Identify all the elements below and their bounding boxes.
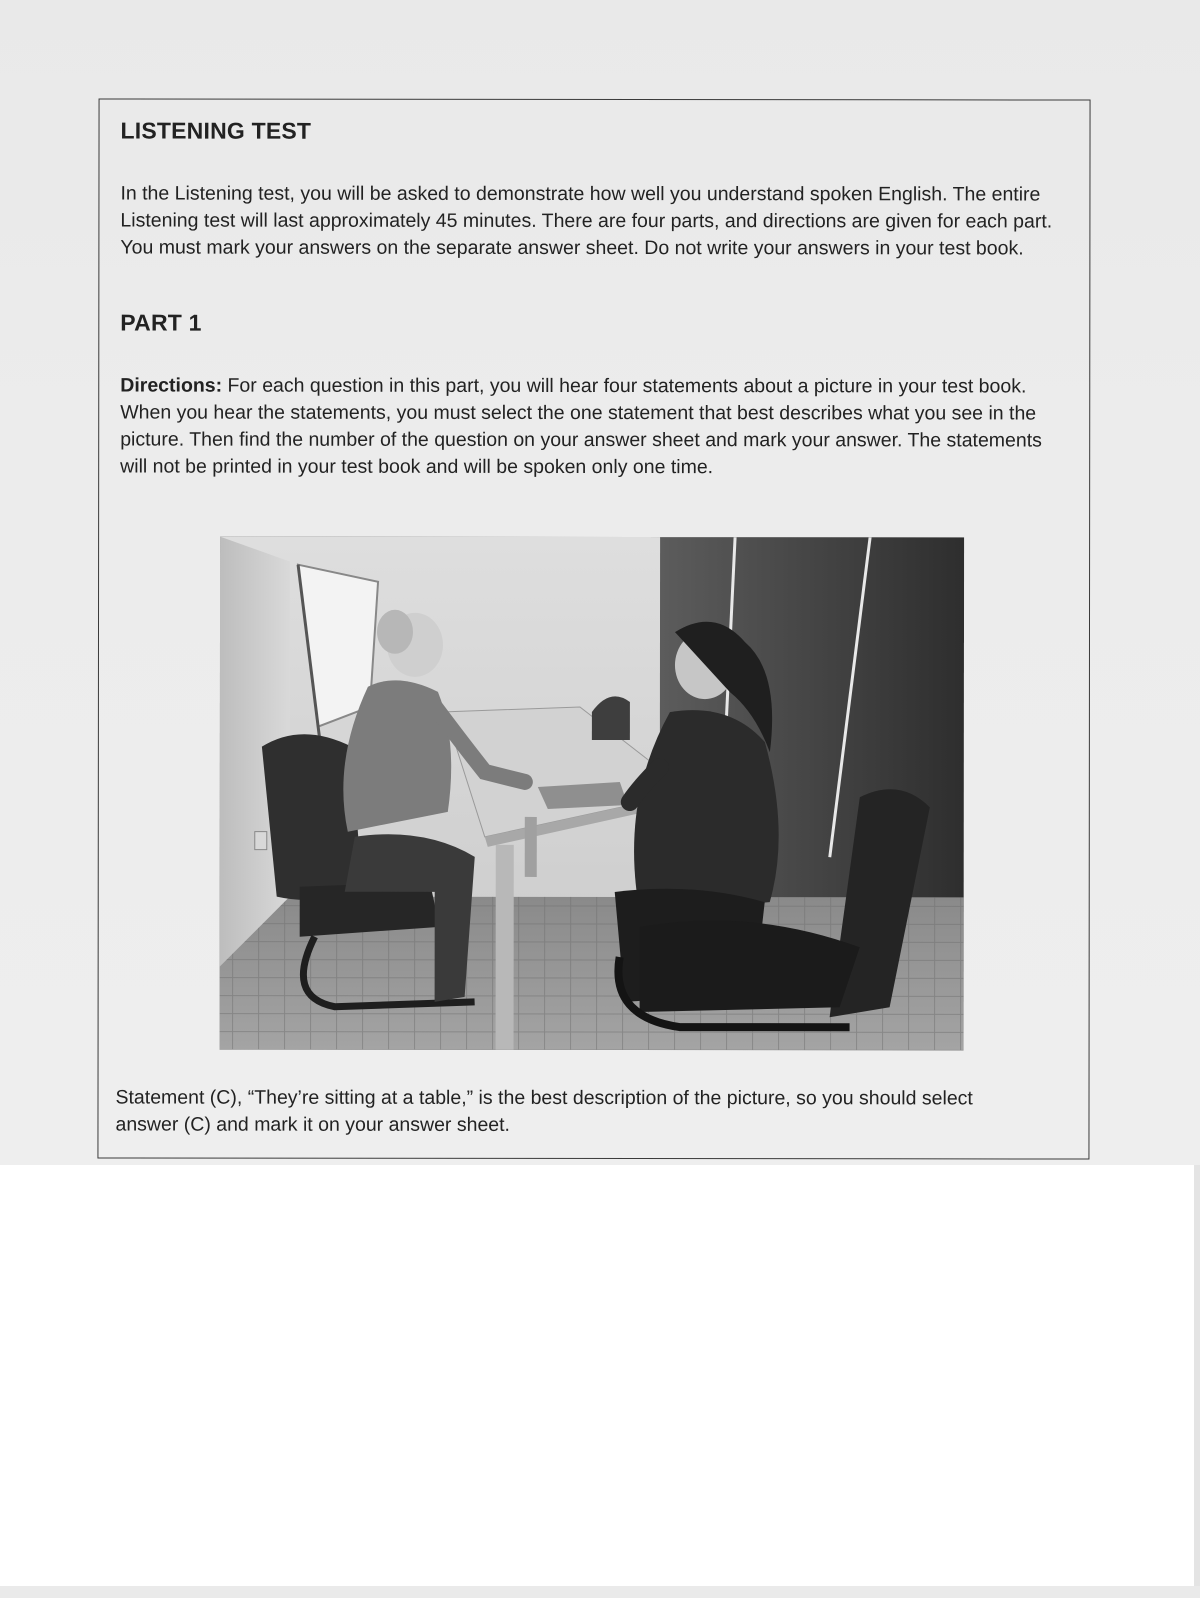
scan-edge: [1194, 1165, 1200, 1598]
answer-statement: Statement (C), “They’re sitting at a table,” is the best description of the picture, so you should select answer (C) and mark it on your answer sheet.: [115, 1086, 973, 1136]
directions-text: For each question in this part, you will hear four statements about a picture in your test book. When you hear the statements, you must select the one statement that best describes what you see in the picture. Then find the number of the question on your answer sheet and mark your answer. The statements will not be printed in your test book and will be spoken only one time.: [120, 374, 1042, 479]
part-heading: PART 1: [120, 309, 202, 336]
test-instructions-panel: [97, 98, 1090, 1159]
wall-outlet: [255, 832, 267, 850]
table-leg: [496, 845, 514, 1050]
scan-bottom-edge: [0, 1586, 1200, 1598]
intro-paragraph: In the Listening test, you will be asked to demonstrate how well you understand spoken English. The entire Listening test will last approximately 45 minutes. There are four parts, and directions are given for each part. You must mark your answers on the separate answer sheet. Do not write your answers in your test book.: [120, 182, 1053, 260]
page-title: LISTENING TEST: [120, 117, 312, 144]
directions-label: Directions:: [120, 374, 223, 397]
directions-paragraph: [120, 373, 1060, 482]
example-photo: [220, 537, 965, 1051]
table-leg-back: [525, 817, 537, 877]
blank-page-area: [0, 1165, 1200, 1598]
left-person-hair: [377, 610, 413, 654]
